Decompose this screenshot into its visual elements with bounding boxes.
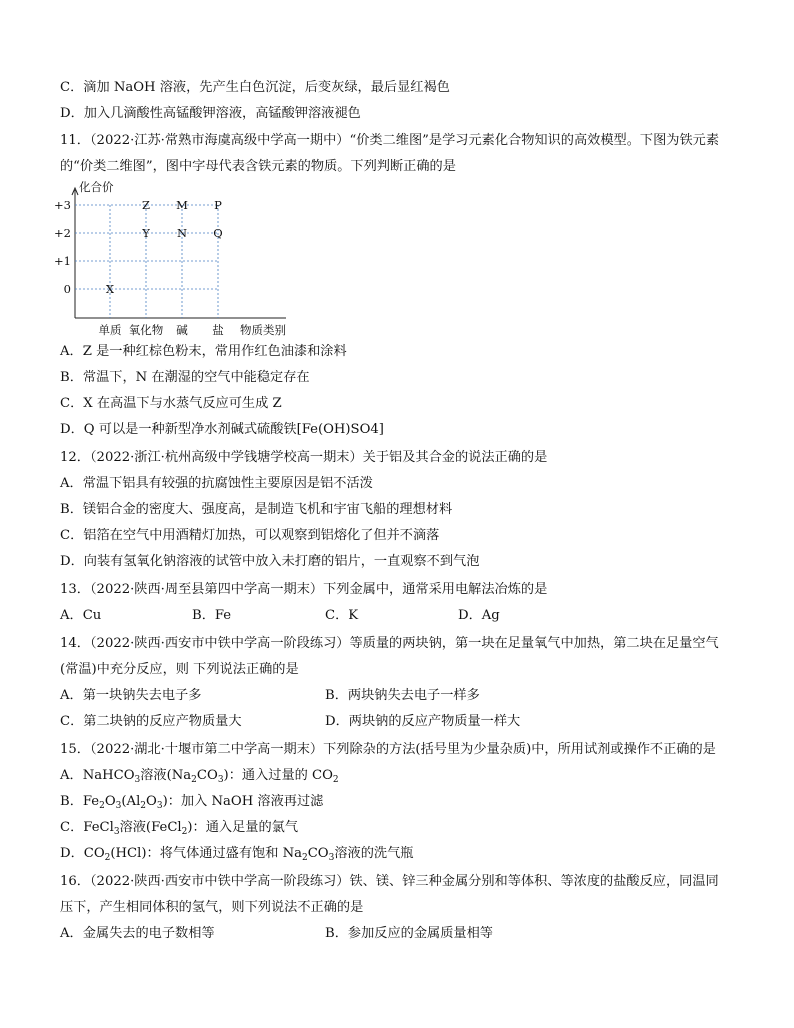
chart-svg (54, 180, 298, 338)
y-tick-label-1: +2 (54, 226, 71, 240)
q15-option-c: C．FeCl$_3$溶液(FeCl$_2$)：通入足量的氯气 (60, 820, 299, 837)
q12-option-c: C．铝箔在空气中用酒精灯加热，可以观察到铝熔化了但并不滴落 (60, 528, 440, 543)
point-P: P (214, 198, 222, 212)
point-Y: Y (142, 226, 150, 240)
point-N: N (176, 226, 188, 240)
x-axis-label: 物质类别 (240, 323, 286, 337)
q11-option-c: C．X 在高温下与水蒸气反应可生成 Z (60, 396, 282, 411)
q14-option-a: A．第一块钠失去电子多 (60, 688, 202, 703)
x-tick-label-3: 盐 (212, 323, 224, 337)
q16-option-a: A．金属失去的电子数相等 (60, 926, 215, 941)
q11-stem-line2: 的“价类二维图”，图中字母代表含铁元素的物质。下列判断正确的是 (60, 159, 456, 174)
y-tick-label-0: +3 (54, 198, 71, 212)
point-Q: Q (213, 226, 223, 240)
point-M: M (176, 198, 188, 212)
q12-option-d: D．向装有氢氧化钠溶液的试管中放入未打磨的铝片，一直观察不到气泡 (60, 554, 480, 569)
q10-option-d: D．加入几滴酸性高锰酸钾溶液，高锰酸钾溶液褪色 (60, 106, 361, 121)
q14-option-c: C．第二块钠的反应产物质量大 (60, 714, 242, 729)
x-tick-label-1: 氧化物 (128, 323, 164, 337)
q10-option-c: C．滴加 NaOH 溶液，先产生白色沉淀，后变灰绿，最后显红褐色 (60, 80, 450, 95)
q13-option-d: D．Ag (458, 608, 500, 623)
q11-option-b: B．常温下，N 在潮湿的空气中能稳定存在 (60, 370, 310, 385)
q13-stem: 13．（2022·陕西·周至县第四中学高一期末）下列金属中，通常采用电解法冶炼的是 (60, 582, 548, 597)
y-tick-label-2: +1 (54, 254, 71, 268)
q12-stem: 12．（2022·浙江·杭州高级中学钱塘学校高一期末）关于铝及其合金的说法正确的是 (60, 450, 548, 465)
q13-option-b: B．Fe (192, 608, 232, 623)
point-X: X (105, 282, 115, 296)
x-tick-label-2: 碱 (176, 323, 188, 337)
q16-option-b: B．参加反应的金属质量相等 (325, 926, 493, 941)
q11-stem-line1: 11．（2022·江苏·常熟市海虞高级中学高一期中）“价类二维图”是学习元素化合物知识的高效模型。下图为铁元素 (60, 133, 720, 148)
q13-option-c: C．K (325, 608, 359, 623)
q16-stem-line1: 16．（2022·陕西·西安市中铁中学高一阶段练习）铁、镁、锌三种金属分别和等体积、等浓度的盐酸反应，同温同 (60, 874, 719, 889)
q15-stem: 15．（2022·湖北·十堰市第二中学高一期末）下列除杂的方法(括号里为少量杂质)中，所用试剂或操作不正确的是 (60, 742, 716, 757)
y-axis-label: 化合价 (79, 180, 114, 194)
q12-option-b: B．镁铝合金的密度大、强度高，是制造飞机和宇宙飞船的理想材料 (60, 502, 453, 517)
q15-option-a: A．NaHCO$_3$溶液$(Na_2CO_3)$：通入过量的 $CO_2$ (60, 768, 339, 785)
q14-option-b: B．两块钠失去电子一样多 (325, 688, 480, 703)
q15-option-b: B．$Fe_2O_3(Al_2O_3)$：加入 NaOH 溶液再过滤 (60, 794, 324, 811)
q16-stem-line2: 压下，产生相同体积的氢气，则下列说法不正确的是 (60, 900, 364, 915)
q11-option-a: A．Z 是一种红棕色粉末，常用作红色油漆和涂料 (60, 344, 347, 359)
q11-option-d: D．Q 可以是一种新型净水剂碱式硫酸铁[Fe(OH)SO4] (60, 422, 384, 437)
q14-stem-line2: (常温)中充分反应，则 下列说法正确的是 (60, 662, 299, 677)
point-Z: Z (142, 198, 150, 212)
q13-option-a: A．Cu (60, 608, 102, 623)
y-tick-label-3: 0 (63, 282, 71, 296)
x-tick-label-0: 单质 (98, 323, 122, 337)
q14-stem-line1: 14．（2022·陕西·西安市中铁中学高一阶段练习）等质量的两块钠，第一块在足量氧气中加热，第二块在足量空气 (60, 636, 719, 651)
q12-option-a: A．常温下铝具有较强的抗腐蚀性主要原因是铝不活泼 (60, 476, 373, 491)
q15-option-d: D．$CO_2(HCl)$：将气体通过盛有饱和 $Na_2CO_3$溶液的洗气瓶 (60, 846, 414, 863)
iron-valence-class-chart (54, 180, 298, 338)
q14-option-d: D．两块钠的反应产物质量一样大 (325, 714, 521, 729)
